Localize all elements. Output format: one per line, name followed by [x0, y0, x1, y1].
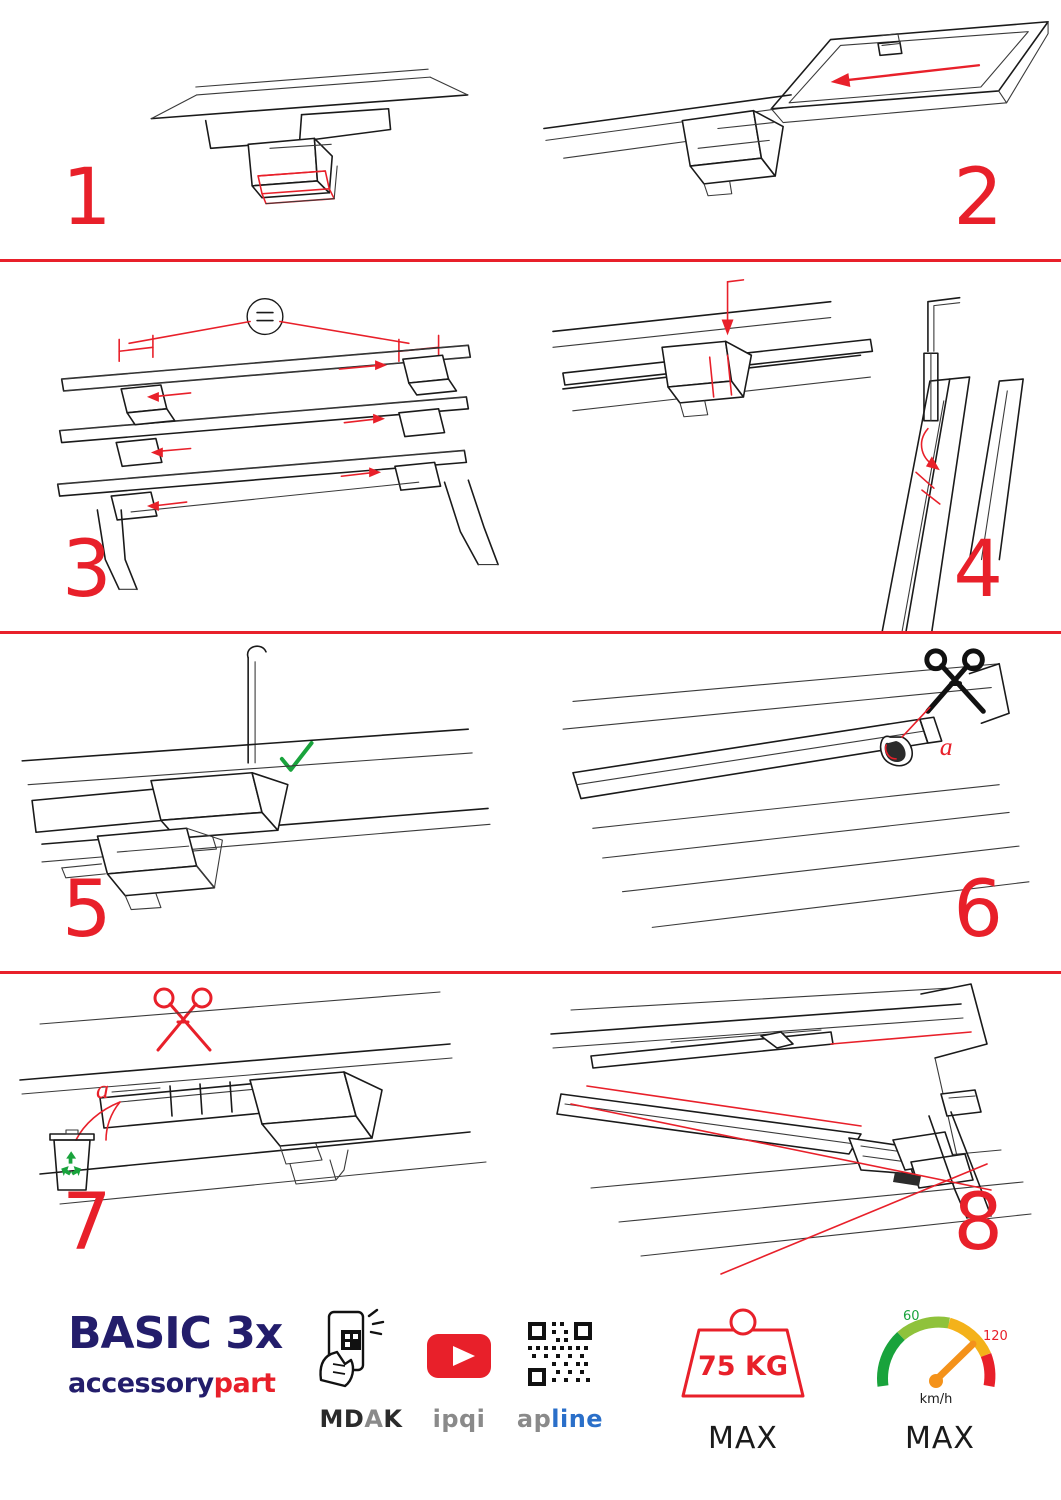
logo-ipqi-caption: [409, 1405, 509, 1433]
step-row-2: [0, 262, 1061, 634]
step-panel-4: [531, 262, 1061, 631]
step-number-4: 4: [953, 525, 1003, 615]
step-number-2: 2: [953, 153, 1003, 243]
step-number-7: 7: [62, 1178, 112, 1268]
speed-unit: km/h: [919, 1392, 953, 1407]
logo-mdak-caption: [305, 1405, 417, 1433]
speed-caption: MAX: [905, 1421, 975, 1456]
step-panel-5: [0, 634, 530, 971]
speed-tick-high: 120: [983, 1329, 1008, 1344]
weight-caption: MAX: [708, 1421, 778, 1456]
brand-title: [68, 1308, 298, 1359]
qr-code-icon[interactable]: [518, 1308, 602, 1392]
apline-part-b: line: [551, 1405, 604, 1433]
brand-subtitle: [68, 1370, 298, 1397]
step-number-8: 8: [953, 1178, 1003, 1268]
logo-mdak: [305, 1308, 417, 1433]
footer: [0, 1284, 1061, 1500]
step-row-4: [0, 974, 1061, 1284]
brand-name: BASIC: [68, 1308, 211, 1359]
weight-icon: [673, 1300, 813, 1410]
step-number-1: 1: [62, 153, 112, 243]
brand-block: [68, 1308, 298, 1399]
mdak-part-c: K: [383, 1405, 403, 1433]
brand-qty: 3x: [225, 1308, 283, 1359]
brand-word-part: part: [213, 1368, 276, 1399]
step-panel-3: [0, 262, 530, 631]
step-number-3: 3: [62, 525, 112, 615]
step-number-5: 5: [62, 865, 112, 955]
logo-apline[interactable]: [495, 1308, 625, 1433]
youtube-icon[interactable]: [417, 1308, 501, 1392]
weight-value: 75 KG: [697, 1351, 789, 1382]
mdak-part-b: A: [364, 1405, 384, 1433]
ipqi-text: ipqi: [432, 1405, 486, 1433]
step-7-label: a: [96, 1075, 109, 1104]
speedometer-icon: [865, 1300, 1015, 1410]
step-row-1: [0, 0, 1061, 262]
logo-ipqi[interactable]: [409, 1308, 509, 1433]
logo-row: [305, 1302, 605, 1482]
logo-apline-caption: [495, 1405, 625, 1433]
step-panel-7: [0, 974, 530, 1284]
step-panel-6: [531, 634, 1061, 971]
step-6-label: a: [939, 731, 953, 761]
speed-limit: [845, 1300, 1035, 1456]
step-panel-8: [531, 974, 1061, 1284]
hand-phone-qr-icon: [311, 1308, 411, 1392]
step-row-3: [0, 634, 1061, 974]
apline-part-a: ap: [516, 1405, 552, 1433]
weight-limit: [648, 1300, 838, 1456]
step-panel-2: [531, 0, 1061, 259]
speed-tick-low: 60: [903, 1309, 920, 1324]
step-panel-1: [0, 0, 530, 259]
mdak-part-a: MD: [319, 1405, 365, 1433]
step-number-6: 6: [953, 865, 1003, 955]
brand-word-accessory: accessory: [68, 1368, 214, 1399]
